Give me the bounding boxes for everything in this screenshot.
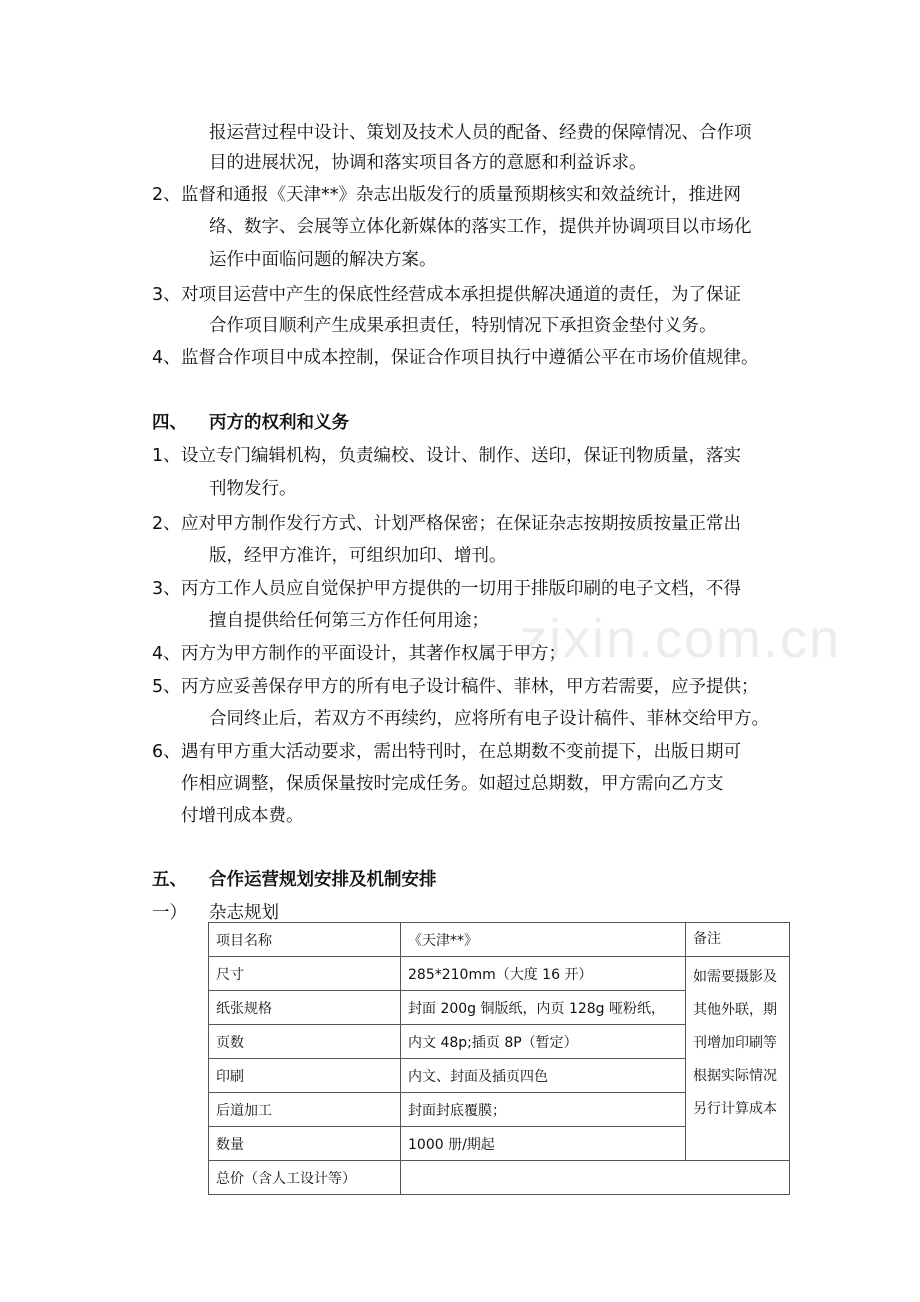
text-line: 络、数字、会展等立体化新媒体的落实工作，提供并协调项目以市场化 [209,217,752,237]
note-line: 其他外联，期 [693,1002,777,1018]
text-line: 丙方应妥善保存甲方的所有电子设计稿件、菲林，甲方若需要，应予提供； [181,677,759,697]
section-title: 合作运营规划安排及机制安排 [209,870,437,890]
note-line: 根据实际情况 [693,1068,777,1084]
text-line: 擅自提供给任何第三方作任何用途； [209,611,489,631]
table-cell-label: 后道加工 [209,1093,401,1127]
table-cell-value: 封面封底覆膜； [401,1093,686,1127]
item-number: 5、 [152,677,181,697]
text-line: 运作中面临问题的解决方案。 [209,250,437,270]
table-row [209,957,790,991]
section-title: 丙方的权利和义务 [209,413,349,433]
note-cell [686,957,790,1161]
text-line: 报运营过程中设计、策划及技术人员的配备、经费的保障情况、合作项 [209,123,752,143]
note-header: 备注 [686,923,790,957]
text-line: 付增刊成本费。 [181,806,304,826]
item-number: 2、 [152,514,181,534]
text-line: 作相应调整，保质保量按时完成任务。如超过总期数，甲方需向乙方支 [181,774,724,794]
watermark: zixin.com.cn [520,609,842,669]
item-number: 6、 [152,742,181,762]
note-line: 刊增加印刷等 [693,1035,777,1051]
item-number: 4、 [152,644,181,664]
table-cell-label: 尺寸 [209,957,401,991]
text-line: 设立专门编辑机构，负责编校、设计、制作、送印，保证刊物质量，落实 [181,446,741,466]
text-line: 应对甲方制作发行方式、计划严格保密；在保证杂志按期按质按量正常出 [181,514,741,534]
section-number: 四、 [152,413,187,433]
text-line: 监督合作项目中成本控制，保证合作项目执行中遵循公平在市场价值规律。 [181,348,759,368]
table-cell-label: 页数 [209,1025,401,1059]
table-cell-value [401,1161,790,1195]
text-line: 遇有甲方重大活动要求，需出特刊时，在总期数不变前提下，出版日期可 [181,742,741,762]
text-line: 丙方为甲方制作的平面设计，其著作权属于甲方； [181,644,566,664]
table-cell-value: 285*210mm（大度 16 开） [401,957,686,991]
text-line: 丙方工作人员应自觉保护甲方提供的一切用于排版印刷的电子文档，不得 [181,579,741,599]
text-line: 目的进展状况，协调和落实项目各方的意愿和利益诉求。 [209,153,647,173]
text-line: 合作项目顺利产生成果承担责任，特别情况下承担资金垫付义务。 [209,316,717,336]
text-line: 对项目运营中产生的保底性经营成本承担提供解决通道的责任，为了保证 [181,285,741,305]
table-cell-value: 封面 200g 铜版纸，内页 128g 哑粉纸， [401,991,686,1025]
table-cell-label: 总价（含人工设计等） [209,1161,401,1195]
table-cell-value: 1000 册/期起 [401,1127,686,1161]
table-cell-value: 内文、封面及插页四色 [401,1059,686,1093]
subsection-number: 一） [152,903,187,923]
subsection-title: 杂志规划 [209,903,279,923]
text-line: 监督和通报《天津**》杂志出版发行的质量预期核实和效益统计，推进网 [181,185,741,205]
table-row [209,1161,790,1195]
item-number: 1、 [152,446,181,466]
table-cell-label: 纸张规格 [209,991,401,1025]
text-line: 合同终止后，若双方不再续约，应将所有电子设计稿件、菲林交给甲方。 [209,709,769,729]
item-number: 2、 [152,185,181,205]
section-number: 五、 [152,870,187,890]
table-cell-value: 《天津**》 [401,923,686,957]
table-cell-label: 项目名称 [209,923,401,957]
table-row [209,923,790,957]
magazine-spec-table [208,922,790,1195]
text-line: 版，经甲方准许，可组织加印、增刊。 [209,546,507,566]
table-cell-label: 印刷 [209,1059,401,1093]
note-line: 如需要摄影及 [693,969,777,985]
note-line: 另行计算成本 [693,1101,777,1117]
item-number: 3、 [152,579,181,599]
table-cell-label: 数量 [209,1127,401,1161]
item-number: 3、 [152,285,181,305]
text-line: 刊物发行。 [209,479,297,499]
item-number: 4、 [152,348,181,368]
table-cell-value: 内文 48p;插页 8P（暂定） [401,1025,686,1059]
